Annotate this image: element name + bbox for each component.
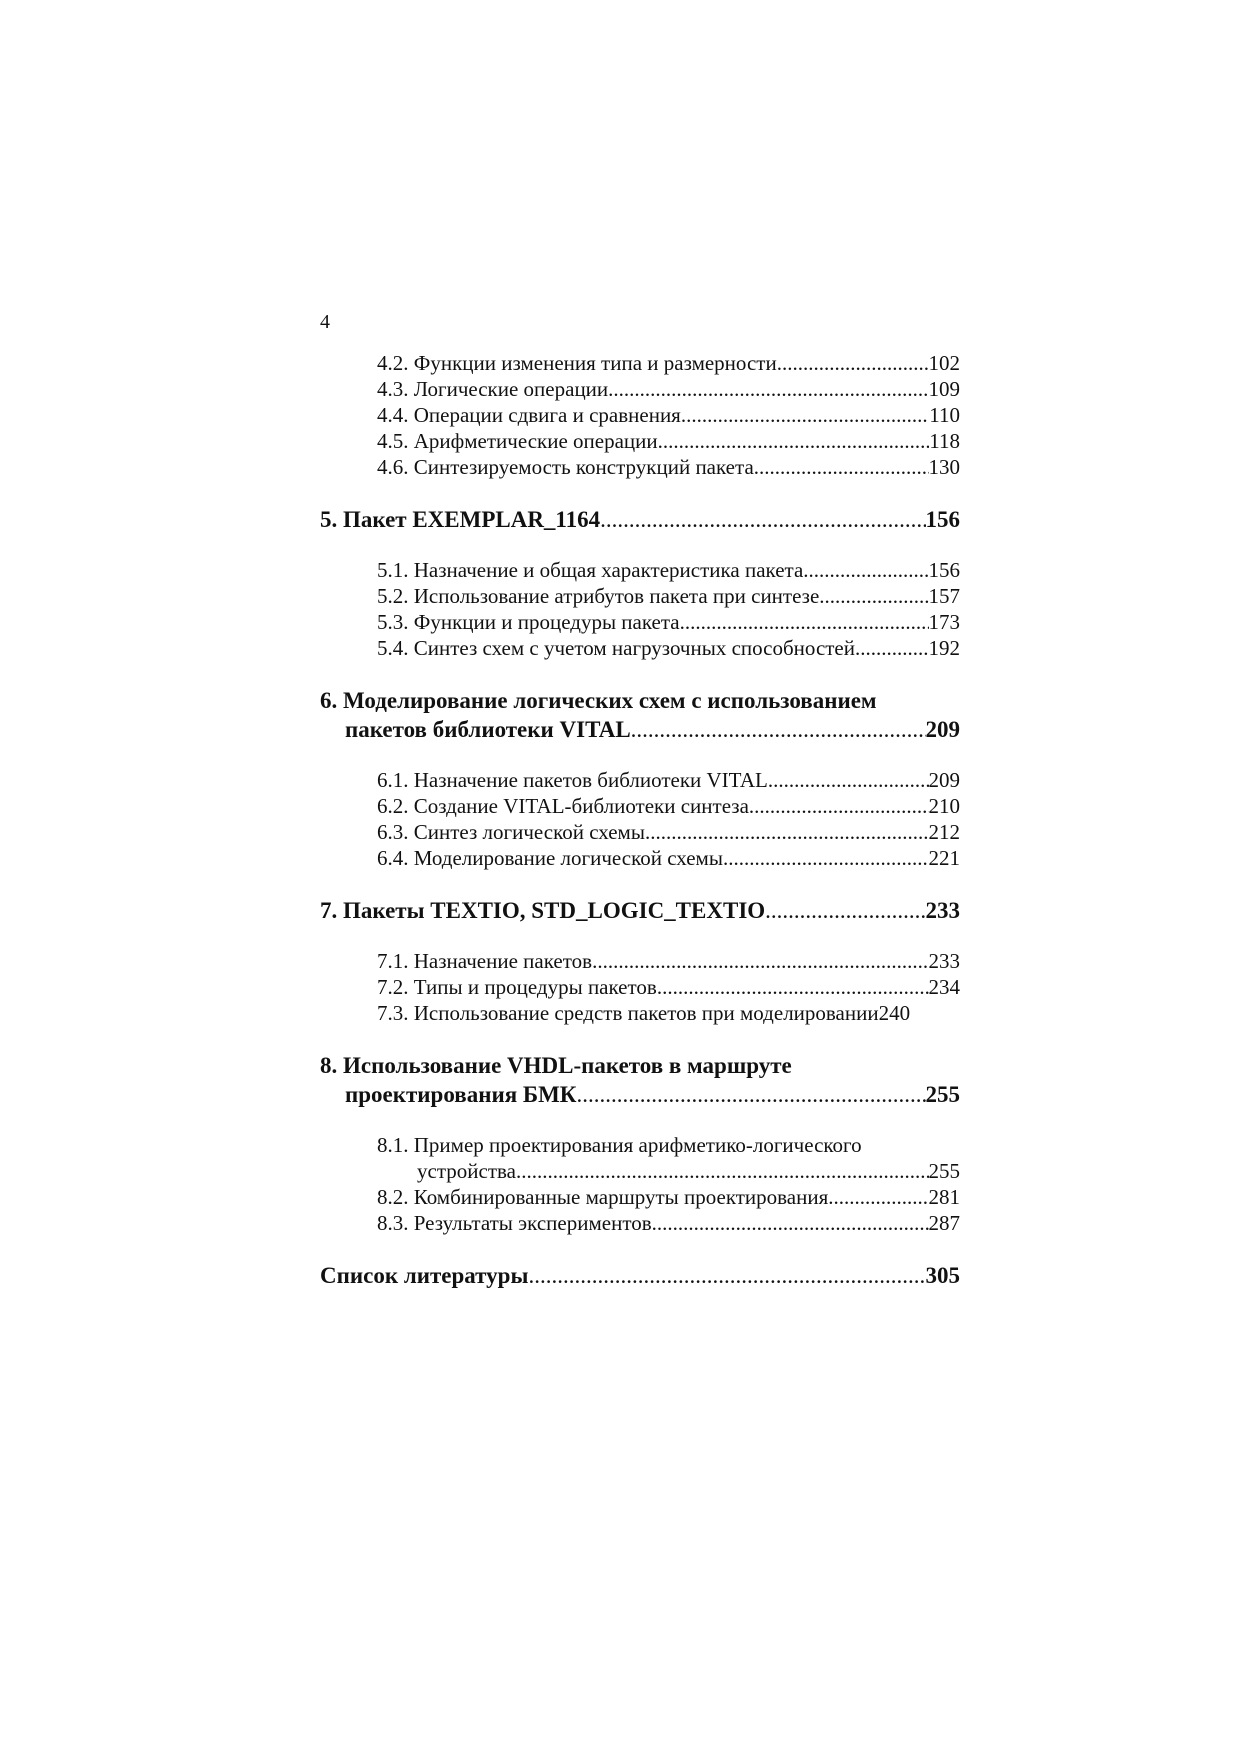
toc-entry-page: 221 xyxy=(928,846,960,870)
toc-entry-title: 4.3. Логические операции xyxy=(377,377,609,401)
toc-entry-5-2[interactable] xyxy=(320,583,960,609)
dot-leader xyxy=(528,1261,925,1290)
dot-leader xyxy=(608,376,928,402)
toc-entry-6-3[interactable] xyxy=(320,819,960,845)
toc-chapter-6-line1[interactable]: 6. Моделирование логических схем с использованием xyxy=(320,688,877,713)
toc-entry-title: 8.3. Результаты экспериментов xyxy=(377,1211,652,1235)
dot-leader xyxy=(749,793,929,819)
toc-entry-6-2[interactable] xyxy=(320,793,960,819)
toc-entry-7-3[interactable] xyxy=(320,1000,960,1026)
dot-leader xyxy=(819,583,928,609)
toc-chapter-page: 233 xyxy=(925,898,960,923)
toc-chapter-page: 209 xyxy=(925,717,960,742)
toc-entry-5-3[interactable] xyxy=(320,609,960,635)
toc-entry-title: 7.3. Использование средств пакетов при моделировании xyxy=(377,1001,879,1025)
toc-entry-4-6[interactable] xyxy=(320,454,960,480)
toc-entry-page: 287 xyxy=(928,1211,960,1235)
toc-entry-title: 6.1. Назначение пакетов библиотеки VITAL xyxy=(377,768,768,792)
dot-leader xyxy=(657,974,929,1000)
toc-entry-title: 6.3. Синтез логической схемы xyxy=(377,820,645,844)
toc-entry-4-4[interactable] xyxy=(320,402,960,428)
toc-chapter-7[interactable] xyxy=(320,896,960,925)
dot-leader xyxy=(592,948,928,974)
dot-leader xyxy=(576,1080,925,1109)
toc-chapter-page: 305 xyxy=(925,1263,960,1288)
toc-chapter-title: проектирования БМК xyxy=(345,1082,577,1107)
toc-entry-8-1[interactable] xyxy=(320,1158,960,1184)
toc-entry-page: 192 xyxy=(928,636,960,660)
toc-chapter-6[interactable] xyxy=(320,715,960,744)
toc-chapter-title: 7. Пакеты TEXTIO, STD_LOGIC_TEXTIO xyxy=(320,898,766,923)
toc-entry-8-1-line1[interactable]: 8.1. Пример проектирования арифметико-логического xyxy=(377,1133,862,1157)
toc-entry-4-5[interactable] xyxy=(320,428,960,454)
toc-chapter-5[interactable] xyxy=(320,505,960,534)
toc-entry-page: 234 xyxy=(928,975,960,999)
toc-bibliography[interactable] xyxy=(320,1261,960,1290)
dot-leader xyxy=(777,350,929,376)
dot-leader xyxy=(855,635,929,661)
toc-entry-title: 5.2. Использование атрибутов пакета при синтезе xyxy=(377,584,820,608)
dot-leader xyxy=(681,402,929,428)
dot-leader xyxy=(680,609,929,635)
toc-entry-page: 233 xyxy=(928,949,960,973)
dot-leader xyxy=(652,1210,929,1236)
toc-entry-6-4[interactable] xyxy=(320,845,960,871)
toc-entry-page: 109 xyxy=(928,377,960,401)
toc-entry-title: 6.4. Моделирование логической схемы xyxy=(377,846,723,870)
dot-leader xyxy=(645,819,929,845)
page-number: 4 xyxy=(320,311,330,333)
toc-entry-page: 156 xyxy=(928,558,960,582)
toc-entry-title: 4.6. Синтезируемость конструкций пакета xyxy=(377,455,754,479)
table-of-contents xyxy=(320,350,960,1290)
toc-entry-title: 4.5. Арифметические операции xyxy=(377,429,658,453)
toc-entry-4-3[interactable] xyxy=(320,376,960,402)
toc-chapter-page: 156 xyxy=(925,507,960,532)
toc-entry-page: 255 xyxy=(928,1159,960,1183)
toc-chapter-title: пакетов библиотеки VITAL xyxy=(345,717,631,742)
toc-entry-title: 7.2. Типы и процедуры пакетов xyxy=(377,975,657,999)
toc-chapter-page: 255 xyxy=(925,1082,960,1107)
toc-chapter-title: Список литературы xyxy=(320,1263,529,1288)
toc-entry-page: 240 xyxy=(878,1001,911,1025)
toc-entry-4-2[interactable] xyxy=(320,350,960,376)
toc-entry-title: 4.2. Функции изменения типа и размерности xyxy=(377,351,777,375)
toc-entry-page: 110 xyxy=(929,403,960,427)
toc-entry-page: 102 xyxy=(928,351,960,375)
toc-entry-page: 209 xyxy=(928,768,960,792)
toc-entry-page: 118 xyxy=(929,429,960,453)
toc-entry-7-1[interactable] xyxy=(320,948,960,974)
toc-entry-title: 8.2. Комбинированные маршруты проектирования xyxy=(377,1185,829,1209)
toc-entry-title: 5.1. Назначение и общая характеристика пакета xyxy=(377,558,804,582)
dot-leader xyxy=(768,767,929,793)
toc-entry-5-4[interactable] xyxy=(320,635,960,661)
toc-entry-7-2[interactable] xyxy=(320,974,960,1000)
toc-chapter-8-line1[interactable]: 8. Использование VHDL-пакетов в маршруте xyxy=(320,1053,792,1078)
dot-leader xyxy=(600,505,925,534)
dot-leader xyxy=(723,845,929,871)
dot-leader xyxy=(631,715,926,744)
toc-entry-page: 212 xyxy=(928,820,960,844)
dot-leader xyxy=(765,896,925,925)
toc-entry-page: 281 xyxy=(928,1185,960,1209)
toc-entry-page: 130 xyxy=(928,455,960,479)
toc-entry-page: 210 xyxy=(928,794,960,818)
toc-entry-8-3[interactable] xyxy=(320,1210,960,1236)
toc-chapter-title: 5. Пакет EXEMPLAR_1164 xyxy=(320,507,601,532)
toc-entry-title: 4.4. Операции сдвига и сравнения xyxy=(377,403,681,427)
dot-leader xyxy=(754,454,929,480)
toc-entry-title: 5.4. Синтез схем с учетом нагрузочных способностей xyxy=(377,636,855,660)
toc-entry-title: устройства xyxy=(417,1159,516,1183)
toc-entry-5-1[interactable] xyxy=(320,557,960,583)
dot-leader xyxy=(828,1184,928,1210)
dot-leader xyxy=(803,557,928,583)
toc-entry-page: 157 xyxy=(928,584,960,608)
toc-entry-page: 173 xyxy=(928,610,960,634)
dot-leader xyxy=(658,428,930,454)
toc-entry-title: 6.2. Создание VITAL-библиотеки синтеза xyxy=(377,794,749,818)
toc-entry-title: 7.1. Назначение пакетов xyxy=(377,949,593,973)
toc-chapter-8[interactable] xyxy=(320,1080,960,1109)
toc-entry-8-2[interactable] xyxy=(320,1184,960,1210)
toc-entry-6-1[interactable] xyxy=(320,767,960,793)
toc-entry-title: 5.3. Функции и процедуры пакета xyxy=(377,610,680,634)
dot-leader xyxy=(516,1158,929,1184)
